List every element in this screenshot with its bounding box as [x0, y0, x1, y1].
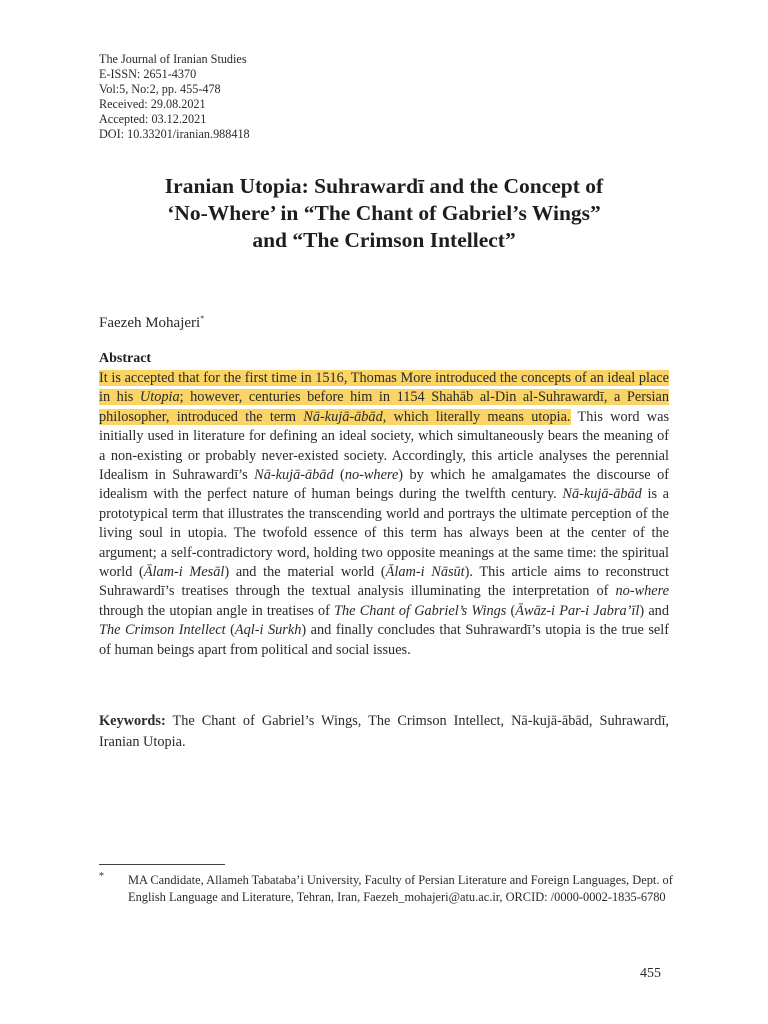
journal-volume: Vol:5, No:2, pp. 455-478: [99, 82, 221, 96]
keywords-label: Keywords:: [99, 713, 166, 729]
title-line-1: Iranian Utopia: Suhrawardī and the Concept of: [164, 174, 604, 198]
keywords: [99, 711, 669, 753]
abstract-text: ) and finally concludes that Suhrawardī’s utopia is the true self of human beings apart from political and social issues.: [99, 622, 669, 658]
abstract-text: ; however, centuries before him in 1154 Shahāb al-Din al-Suhrawardī, a Persian philosopher, introduced the term: [99, 389, 669, 425]
abstract-italic: Ālam-i Mesāl: [143, 564, 225, 581]
article-title: [80, 173, 688, 254]
abstract-italic: no-where: [344, 467, 399, 484]
title-line-3: and “The Crimson Intellect”: [252, 228, 516, 252]
abstract-italic: Ālam-i Nāsūt: [385, 564, 465, 581]
author-name: Faezeh Mohajeri: [99, 315, 201, 331]
journal-name: The Journal of Iranian Studies: [99, 52, 247, 66]
author-footnote-mark: *: [200, 314, 205, 323]
abstract-text: (: [506, 602, 516, 619]
accepted-date: Accepted: 03.12.2021: [99, 112, 207, 126]
abstract-text: is a prototypical term that illustrates the transcending world and portrays the ultimate perception of the living soul in utopia. The twofold essence of this term has always been at the center of the argument; a self-contradictory word, holding two opposite meanings at the same time: the spiritual world (: [99, 486, 669, 581]
abstract-text: This word was initially used in literature for defining an ideal society, which simultaneously bears the meaning of a non-existing or probably never-existed society. Accordingly, this article analyses the perennial Idealism in Suhrawardī’s: [99, 408, 670, 484]
abstract-italic: Āwāz-i Par-i Jabra’īl: [515, 602, 640, 619]
abstract-text: (: [225, 622, 235, 639]
abstract-italic: Nā-kujā-ābād: [254, 467, 334, 484]
abstract-italic: Utopia: [139, 389, 180, 406]
received-date: Received: 29.08.2021: [99, 97, 206, 111]
footnote-mark: *: [99, 871, 104, 882]
abstract-italic: The Chant of Gabriel’s Wings: [334, 602, 507, 619]
abstract-italic: Aql-i Surkh: [234, 622, 302, 639]
author: [99, 310, 204, 332]
abstract-text: (: [333, 467, 345, 484]
abstract-text: ) and: [639, 602, 669, 619]
journal-issn: E-ISSN: 2651-4370: [99, 67, 197, 81]
title-line-2: ‘No-Where’ in “The Chant of Gabriel’s Wings”: [167, 201, 601, 225]
abstract-text: ) by which he amalgamates the discourse of idealism with the perfect nature of human beings during the twelfth century.: [99, 467, 670, 503]
abstract-text: through the utopian angle in treatises of: [99, 602, 335, 619]
abstract-text: It is accepted that for the first time in 1516, Thomas More introduced the concepts of an ideal place in his: [99, 370, 669, 406]
abstract-italic: no-where: [615, 583, 669, 600]
abstract-text: ) and the material world (: [224, 564, 386, 581]
abstract-heading: Abstract: [99, 351, 152, 366]
abstract-text: ). This article aims to reconstruct Suhrawardī’s treatises through the textual analysis illuminating the interpretation of: [99, 564, 669, 600]
abstract-body: [99, 369, 669, 660]
footnote-text: MA Candidate, Allameh Tabataba’i University, Faculty of Persian Literature and Foreign Languages, Dept. of English Language and Literature, Tehran, Iran, Faezeh_mohajeri@atu.ac.ir, ORCID: /0000-0002-1835-6780: [128, 873, 673, 904]
footnote-divider: [99, 864, 225, 865]
abstract-italic: Nā-kujā-ābād,: [303, 408, 387, 425]
doi: DOI: 10.33201/iranian.988418: [99, 127, 250, 141]
keywords-text: The Chant of Gabriel’s Wings, The Crimson Intellect, Nā-kujā-ābād, Suhrawardī, Iranian Utopia.: [99, 713, 669, 750]
abstract-italic: Nā-kujā-ābād: [562, 486, 642, 503]
abstract-text: which literally means utopia.: [386, 408, 571, 425]
journal-metadata: [99, 52, 250, 142]
page-number: 455: [640, 966, 661, 981]
abstract-italic: The Crimson Intellect: [99, 622, 226, 639]
